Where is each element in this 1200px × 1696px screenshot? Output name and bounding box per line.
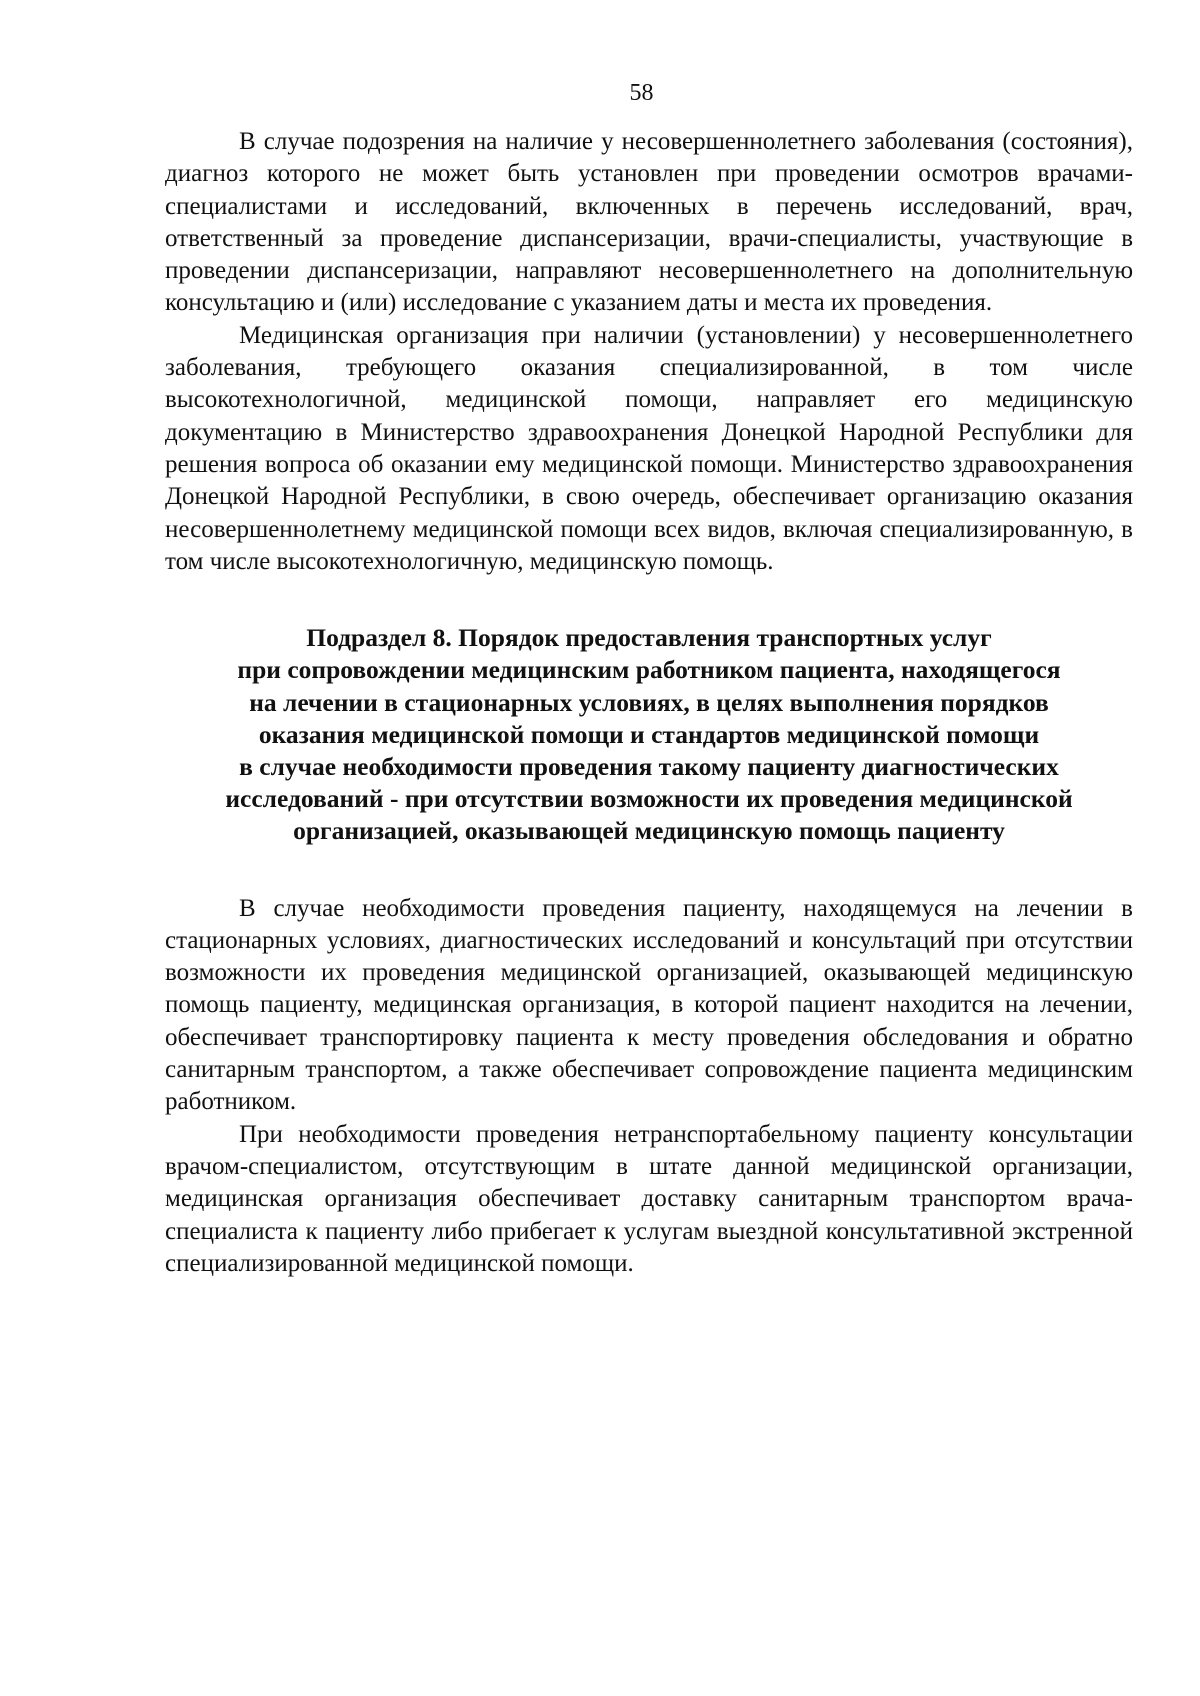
section-heading-line: Подраздел 8. Порядок предоставления транспортных услуг — [306, 623, 992, 653]
paragraph-screening-referral: В случае подозрения на наличие у несовершеннолетнего заболевания (состояния), диагноз которого не может быть установлен при проведении осмотров врачами-специалистами и исследований, включенных в перечень исследований, врач, ответственный за проведение диспансеризации, врачи-специалисты, участвующие в проведении диспансеризации, направляют несовершеннолетнего на дополнительную консультацию и (или) исследование с указанием даты и места их проведения. — [165, 128, 1133, 317]
section-heading-line: на лечении в стационарных условиях, в целях выполнения порядков — [249, 687, 1049, 717]
paragraph-transport-services: В случае необходимости проведения пациенту, находящемуся на лечении в стационарных условиях, диагностических исследований и консультаций при отсутствии возможности их проведения медицинской организацией, оказывающей медицинскую помощь пациенту, медицинская организация, в которой пациент находится на лечении, обеспечивает транспортировку пациента к месту проведения обследования и обратно санитарным транспортом, а также обеспечивает сопровождение пациента медицинским работником. — [165, 894, 1133, 1116]
section-heading-line: при сопровождении медицинским работником пациента, находящегося — [237, 655, 1061, 685]
paragraph-specialist-delivery: При необходимости проведения нетранспортабельному пациенту консультации врачом-специалистом, отсутствующим в штате данной медицинской организации, медицинская организация обеспечивает доставку санитарным транспортом врача-специалиста к пациенту либо прибегает к услугам выездной консультативной экстренной специализированной медицинской помощи. — [165, 1120, 1133, 1277]
section-heading-line: организацией, оказывающей медицинскую помощь пациенту — [293, 816, 1005, 846]
section-heading-line: в случае необходимости проведения такому пациенту диагностических — [239, 751, 1059, 781]
paragraph-specialized-care: Медицинская организация при наличии (установлении) у несовершеннолетнего заболевания, требующего оказания специализированной, в том числе высокотехнологичной, медицинской помощи, направляет его медицинскую документацию в Министерство здравоохранения Донецкой Народной Республики для решения вопроса об оказании ему медицинской помощи. Министерство здравоохранения Донецкой Народной Республики, в свою очередь, обеспечивает организацию оказания несовершеннолетнему медицинской помощи всех видов, включая специализированную, в том числе высокотехнологичную, медицинскую помощь. — [165, 321, 1133, 575]
section-heading-line: исследований - при отсутствии возможности их проведения медицинской — [225, 784, 1073, 814]
spacer — [165, 848, 1133, 893]
section-heading-line: оказания медицинской помощи и стандартов медицинской помощи — [258, 719, 1040, 749]
spacer — [165, 578, 1133, 622]
section-heading — [165, 622, 1133, 847]
document-body — [165, 126, 1133, 1280]
page-number: 58 — [629, 80, 654, 106]
